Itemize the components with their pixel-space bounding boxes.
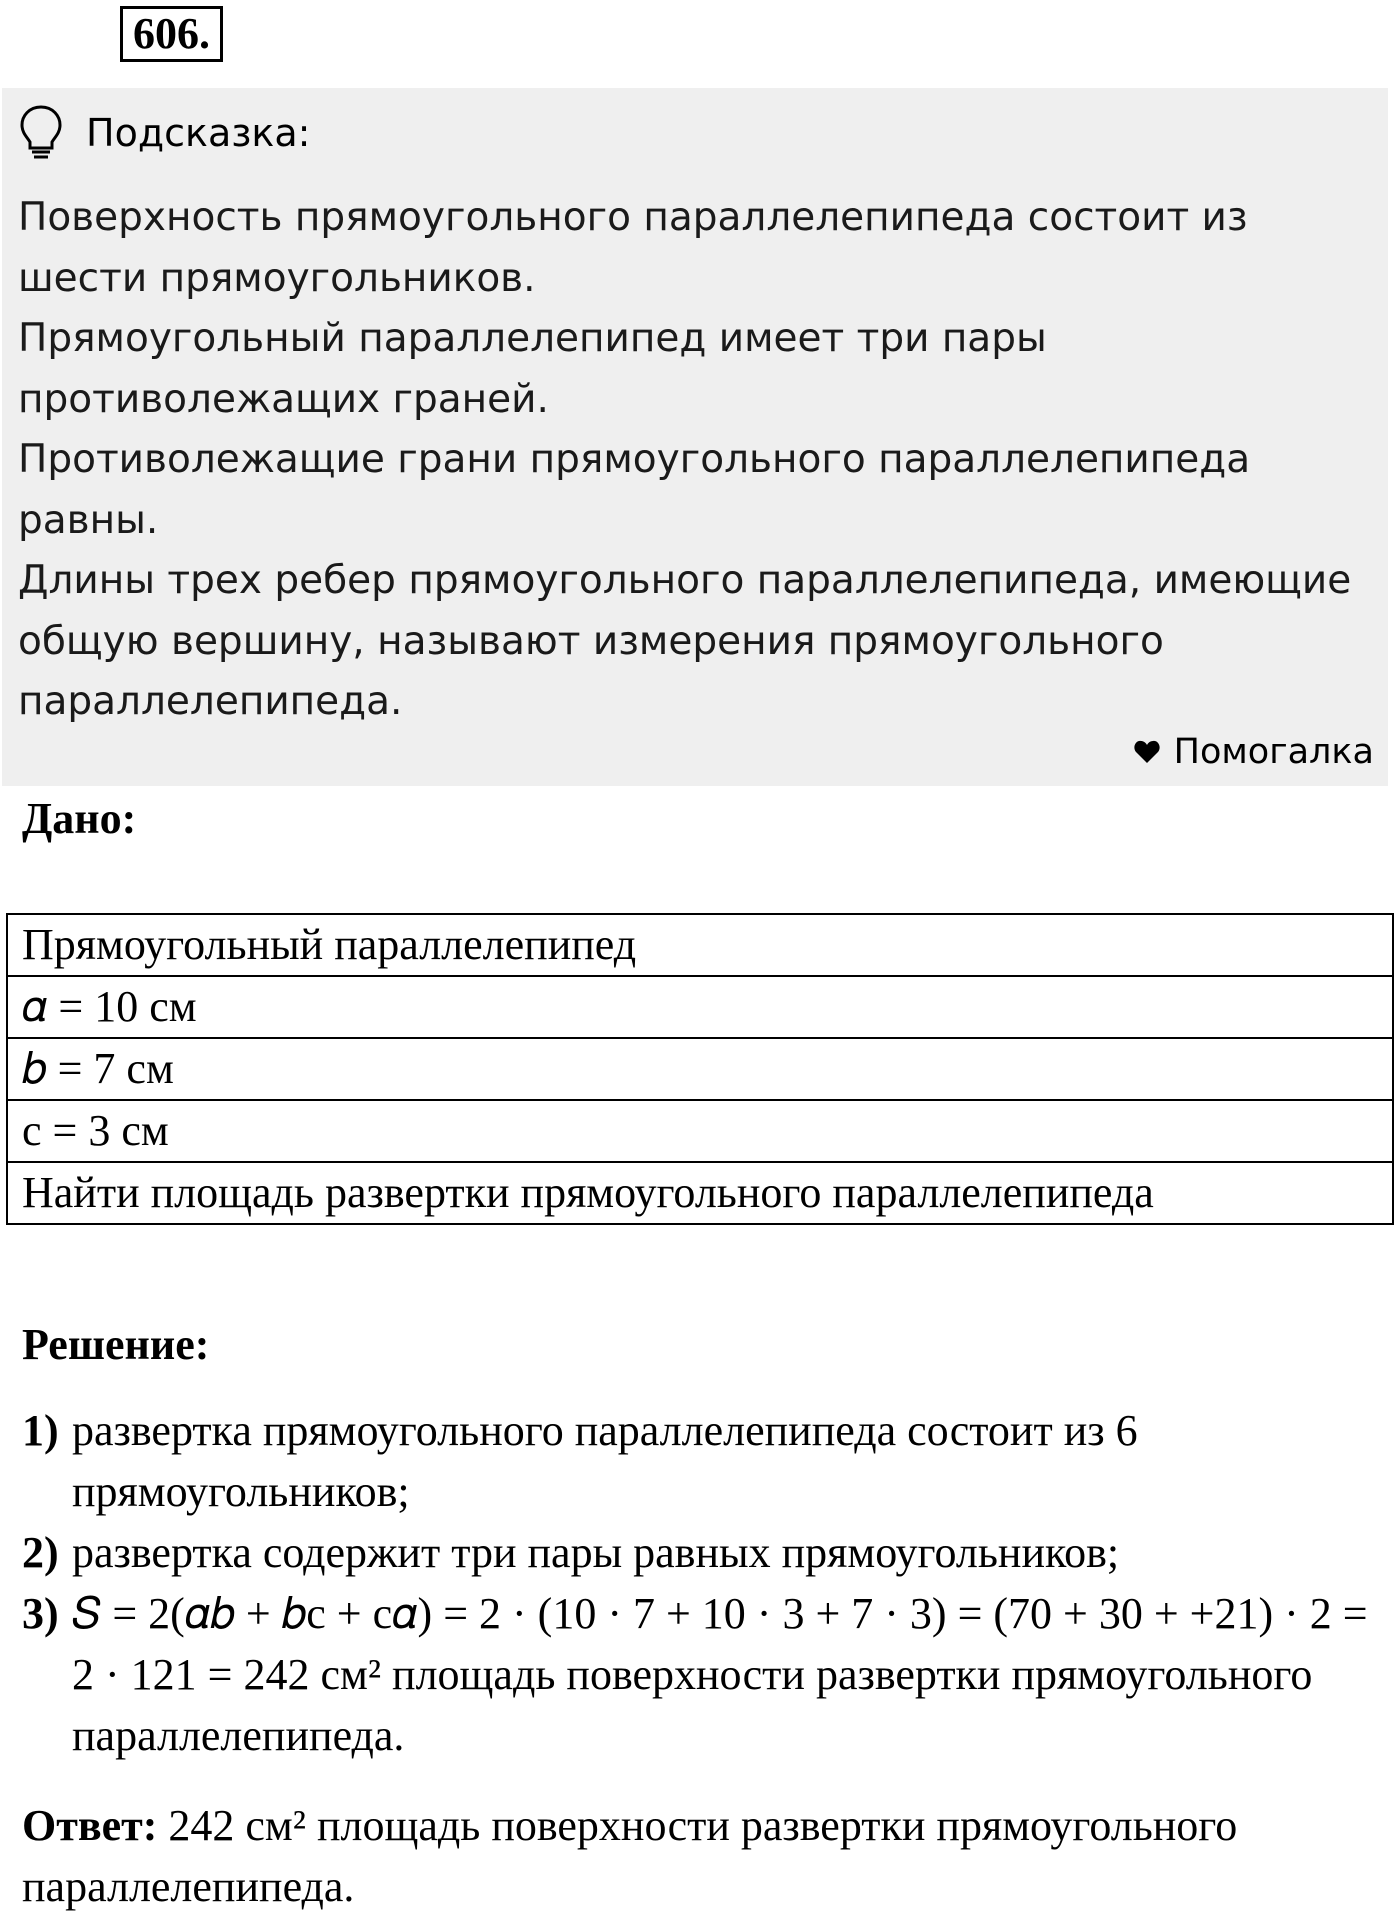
brand-label [1134, 732, 1374, 772]
table-row [7, 1100, 1393, 1162]
table-row [7, 1162, 1393, 1224]
hint-box [2, 88, 1388, 786]
step-number: 2) [22, 1528, 59, 1577]
hint-title: Подсказка: [86, 111, 311, 155]
step-number: 3) [22, 1589, 59, 1638]
step-text: 𝑆 = 2(𝛼𝑏 + 𝑏c + c𝛼) = 2 · (10 · 7 + 10 · 3 + 7 · 3) = (70 + 30 + +21) · 2 = 2 · 121 = 242 см² площадь поверхности развертки прямоугольного параллелепипеда. [72, 1589, 1368, 1760]
solution-list [22, 1400, 1382, 1766]
hint-header [18, 104, 310, 162]
task-number: 606. [120, 6, 223, 62]
step-text: развертка содержит три пары равных прямоугольников; [72, 1528, 1120, 1577]
hint-paragraph: Противолежащие грани прямоугольного параллелепипеда равны. [18, 437, 1251, 543]
table-row [7, 1038, 1393, 1100]
hint-paragraph: Поверхность прямоугольного параллелепипеда состоит из шести прямоугольников. [18, 195, 1248, 301]
brand-name: Помогалка [1173, 732, 1374, 772]
table-row [7, 976, 1393, 1038]
hint-text [18, 188, 1378, 733]
step-number: 1) [22, 1406, 59, 1455]
given-cell: 𝑏 = 7 см [7, 1038, 1393, 1100]
given-table [6, 913, 1394, 1225]
answer-label: Ответ: [22, 1801, 158, 1850]
given-cell: Найти площадь развертки прямоугольного параллелепипеда [7, 1162, 1393, 1224]
list-item [22, 1522, 1382, 1583]
list-item [22, 1583, 1382, 1766]
solution-heading: Решение: [22, 1320, 210, 1369]
step-text: развертка прямоугольного параллелепипеда состоит из 6 прямоугольников; [72, 1406, 1138, 1516]
hint-paragraph: Прямоугольный параллелепипед имеет три пары противолежащих граней. [18, 316, 1047, 422]
given-cell: c = 3 см [7, 1100, 1393, 1162]
given-cell: 𝛼 = 10 см [7, 976, 1393, 1038]
hint-paragraph: Длины трех ребер прямоугольного параллелепипеда, имеющие общую вершину, называют измерения прямоугольного параллелепипеда. [18, 558, 1352, 724]
answer-text: 242 см² площадь поверхности развертки прямоугольного параллелепипеда. [22, 1801, 1238, 1911]
table-row [7, 914, 1393, 976]
given-heading: Дано: [22, 794, 137, 843]
given-cell: Прямоугольный параллелепипед [7, 914, 1393, 976]
list-item [22, 1400, 1382, 1522]
answer [22, 1795, 1382, 1917]
heart-icon [1134, 740, 1160, 764]
lightbulb-icon [18, 104, 64, 162]
